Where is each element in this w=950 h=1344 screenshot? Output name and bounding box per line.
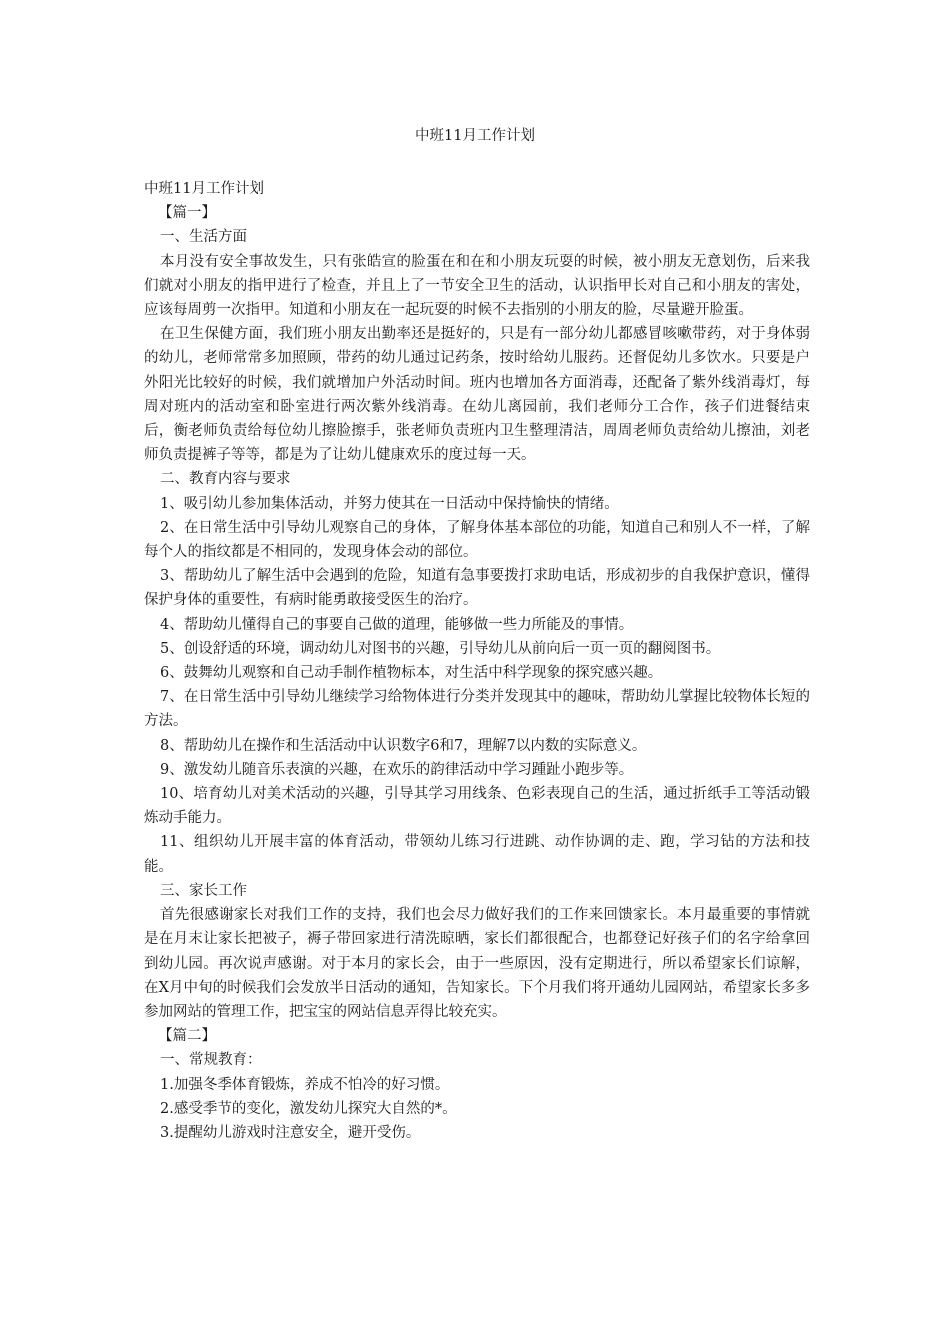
- paragraph: 一、生活方面: [160, 229, 247, 246]
- paragraph: 1、吸引幼儿参加集体活动，并努力使其在一日活动中保持愉快的情绪。: [160, 495, 619, 512]
- document-body: [144, 177, 810, 1145]
- document-title: 中班11月工作计划: [415, 128, 535, 144]
- paragraph: 1.加强冬季体育锻炼，养成不怕冷的好习惯。: [160, 1076, 450, 1093]
- paragraph: 6、鼓舞幼儿观察和自己动手制作植物标本，对生活中科学现象的探究感兴趣。: [160, 665, 663, 682]
- paragraph: 本月没有安全事故发生，只有张皓宣的脸蛋在和在和小朋友玩耍的时候，被小朋友无意划伤，后来我们就对小朋友的指甲进行了检查，并且上了一节安全卫生的活动，认识指甲长对自己和小朋友的害处，应该每周剪一次指甲。知道和小朋友在一起玩耍的时候不去指别的小朋友的脸，尽量避开脸蛋。: [144, 253, 810, 319]
- paragraph: 11、组织幼儿开展丰富的体育活动，带领幼儿练习行进跳、动作协调的走、跑，学习钻的方法和技能。: [144, 834, 810, 875]
- paragraph: 中班11月工作计划: [144, 181, 264, 197]
- paragraph: 9、激发幼儿随音乐表演的兴趣，在欢乐的韵律活动中学习踵趾小跑步等。: [160, 761, 634, 778]
- paragraph: 7、在日常生活中引导幼儿继续学习给物体进行分类并发现其中的趣味，帮助幼儿掌握比较物体长短的方法。: [144, 689, 810, 730]
- paragraph: 【篇一】: [158, 205, 216, 222]
- paragraph: 4、帮助幼儿懂得自己的事要自己做的道理，能够做一些力所能及的事情。: [160, 616, 634, 633]
- paragraph: 3、帮助幼儿了解生活中会遇到的危险，知道有急事要拨打求助电话，形成初步的自我保护意识，懂得保护身体的重要性，有病时能勇敢接受医生的治疗。: [144, 568, 810, 609]
- paragraph: 三、家长工作: [160, 882, 247, 899]
- paragraph: 5、创设舒适的环境，调动幼儿对图书的兴趣，引导幼儿从前向后一页一页的翻阅图书。: [160, 640, 721, 657]
- paragraph: 8、帮助幼儿在操作和生活活动中认识数字6和7，理解7以内数的实际意义。: [160, 737, 647, 754]
- paragraph: 2.感受季节的变化，激发幼儿探究大自然的*。: [160, 1100, 457, 1117]
- paragraph: 一、常规教育：: [160, 1052, 262, 1069]
- paragraph: 二、教育内容与要求: [160, 471, 291, 488]
- paragraph: 3.提醒幼儿游戏时注意安全，避开受伤。: [160, 1124, 421, 1141]
- paragraph: 2、在日常生活中引导幼儿观察自己的身体，了解身体基本部位的功能，知道自己和别人不一样，了解每个人的指纹都是不相同的，发现身体会动的部位。: [144, 519, 810, 561]
- paragraph: 在卫生保健方面，我们班小朋友出勤率还是挺好的，只是有一部分幼儿都感冒咳嗽带药，对于身体弱的幼儿，老师常常多加照顾，带药的幼儿通过记药条，按时给幼儿服药。还督促幼儿多饮水。只要是户外阳光比较好的时候，我们就增加户外活动时间。班内也增加各方面消毒，还配备了紫外线消毒灯，每周对班内的活动室和卧室进行两次紫外线消毒。在幼儿离园前，我们老师分工合作，孩子们进餐结束后，衡老师负责给每位幼儿擦脸擦手，张老师负责班内卫生整理清洁，周周老师负责给幼儿擦油，刘老师负责提裤子等等，都是为了让幼儿健康欢乐的度过每一天。: [144, 326, 810, 464]
- paragraph: 首先很感谢家长对我们工作的支持，我们也会尽力做好我们的工作来回馈家长。本月最重要的事情就是在月末让家长把被子，褥子带回家进行清洗晾晒，家长们都很配合，也都登记好孩子们的名字给拿回到幼儿园。再次说声感谢。对于本月的家长会，由于一些原因，没有定期进行，所以希望家长们谅解，在X月中旬的时候我们会发放半日活动的通知，告知家长。下个月我们将开通幼儿园网站，希望家长多多参加网站的管理工作，把宝宝的网站信息弄得比较充实。: [144, 907, 810, 1020]
- paragraph: 10、培育幼儿对美术活动的兴趣，引导其学习用线条、色彩表现自己的生活，通过折纸手工等活动锻炼动手能力。: [144, 786, 810, 827]
- paragraph: 【篇二】: [158, 1028, 216, 1045]
